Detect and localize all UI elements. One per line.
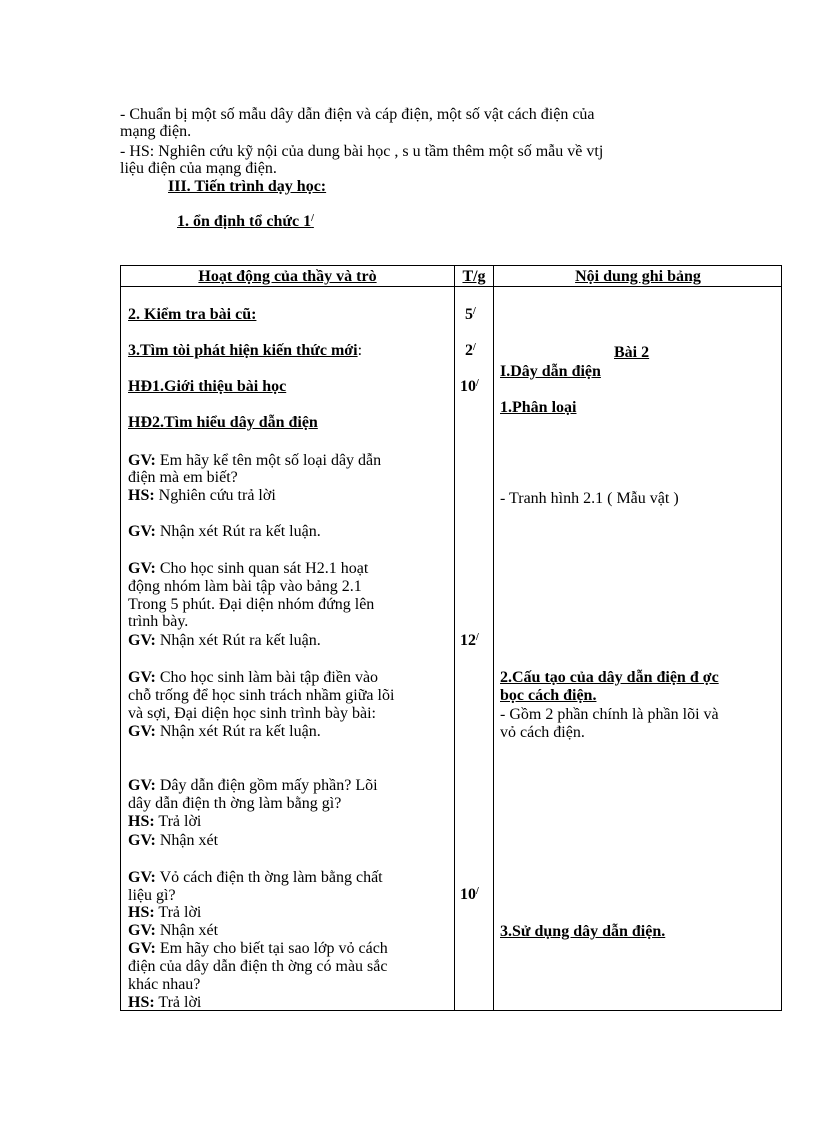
prep-line-4: liệu điện của mạng điện.	[120, 160, 277, 177]
prep-line-1: - Chuẩn bị một số mẫu dây dẫn điện và cáp điện, một số vật cách điện của	[120, 106, 595, 123]
lesson-table	[120, 265, 782, 1011]
section-heading: III. Tiến trình dạy học:	[168, 178, 327, 195]
content-heading: bọc cách điện.	[500, 687, 597, 704]
content-heading: 1.Phân loại	[500, 399, 577, 416]
lesson-title: Bài 2	[614, 344, 650, 361]
activity-line: GV: Vỏ cách điện th ờng làm bằng chất	[128, 869, 383, 886]
activity-line: GV: Nhận xét	[128, 922, 219, 939]
activity-line: điện của dây dẫn điện th ờng có màu sắc	[128, 958, 388, 975]
time-value: 12/	[460, 632, 479, 649]
activity-line: Trong 5 phút. Đại diện nhóm đứng lên	[128, 596, 375, 613]
activity-heading: HĐ1.Giới thiệu bài học	[128, 378, 287, 395]
content-line: - Tranh hình 2.1 ( Mẫu vật )	[500, 490, 679, 507]
activity-line: chỗ trống để học sinh trách nhầm giữa lõi	[128, 687, 395, 704]
time-value: 2/	[465, 342, 476, 359]
column-divider	[454, 266, 455, 1010]
activity-line: GV: Cho học sinh quan sát H2.1 hoạt	[128, 560, 369, 577]
activity-line: HS: Nghiên cứu trả lời	[128, 487, 276, 504]
activity-line: trình bày.	[128, 613, 189, 630]
activity-line: điện mà em biết?	[128, 469, 238, 486]
content-line: vỏ cách điện.	[500, 724, 585, 741]
content-heading: 2.Cấu tạo của dây dẫn điện đ ợc	[500, 669, 719, 686]
header-content: Nội dung ghi bảng	[575, 268, 701, 285]
time-value: 10/	[460, 886, 479, 903]
activity-line: GV: Dây dẫn điện gồm mấy phần? Lõi	[128, 777, 378, 794]
time-value: 5/	[465, 306, 476, 323]
activity-line: GV: Nhận xét	[128, 832, 219, 849]
prep-line-3: - HS: Nghiên cứu kỹ nội của dung bài học , s u tầm thêm một số mẫu về vtj	[120, 143, 604, 160]
content-line: - Gồm 2 phần chính là phần lõi và	[500, 706, 719, 723]
time-value: 10/	[460, 378, 479, 395]
header-activity: Hoạt động của thầy và trò	[198, 268, 377, 285]
activity-line: động nhóm làm bài tập vào bảng 2.1	[128, 578, 362, 595]
activity-line: GV: Nhận xét Rút ra kết luận.	[128, 523, 321, 540]
activity-heading: 3.Tìm tòi phát hiện kiến thức mới:	[128, 342, 363, 359]
activity-heading: HĐ2.Tìm hiểu dây dẫn điện	[128, 414, 318, 431]
prep-line-2: mạng điện.	[120, 123, 192, 140]
activity-line: HS: Trả lời	[128, 904, 202, 921]
activity-line: GV: Nhận xét Rút ra kết luận.	[128, 723, 321, 740]
activity-line: khác nhau?	[128, 976, 201, 993]
activity-line: GV: Em hãy cho biết tại sao lớp vỏ cách	[128, 940, 388, 957]
activity-line: GV: Nhận xét Rút ra kết luận.	[128, 632, 321, 649]
header-divider	[121, 286, 781, 287]
activity-line: GV: Em hãy kể tên một số loại dây dẫn	[128, 452, 382, 469]
activity-line: GV: Cho học sinh làm bài tập điền vào	[128, 669, 379, 686]
activity-line: dây dẫn điện th ờng làm bằng gì?	[128, 795, 342, 812]
activity-line: liệu gì?	[128, 887, 176, 904]
activity-line: HS: Trả lời	[128, 813, 202, 830]
content-heading: I.Dây dẫn điện	[500, 363, 601, 380]
activity-line: và sợi, Đại diện học sinh trình bày bài:	[128, 705, 376, 722]
column-divider	[493, 266, 494, 1010]
activity-line: HS: Trả lời	[128, 994, 202, 1011]
activity-heading: 2. Kiểm tra bài cũ:	[128, 306, 257, 323]
content-heading: 3.Sử dụng dây dẫn điện.	[500, 923, 666, 940]
header-time: T/g	[462, 268, 486, 285]
step-heading: 1. ổn định tổ chức 1/	[177, 213, 314, 230]
